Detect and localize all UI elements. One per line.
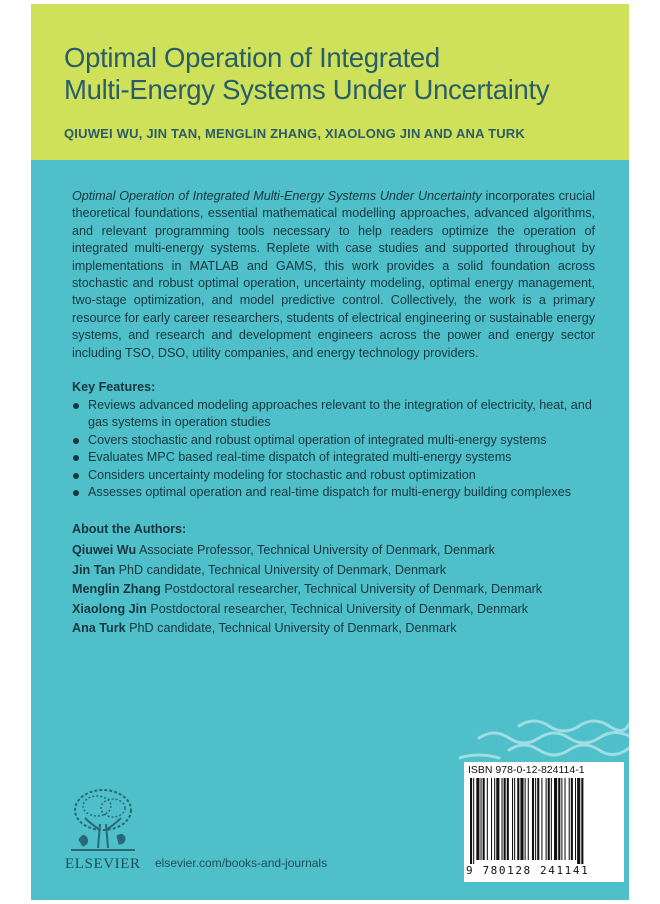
description-italic-title: Optimal Operation of Integrated Multi-Energy Systems Under Uncertainty	[72, 189, 482, 203]
author-role: Associate Professor, Technical University of Denmark, Denmark	[138, 543, 495, 557]
barcode-bar	[561, 778, 562, 860]
barcode-bar	[512, 778, 513, 860]
barcode-bar	[571, 778, 573, 860]
author-role: Postdoctoral researcher, Technical University of Denmark, Denmark	[164, 582, 543, 597]
barcode-bar	[577, 778, 580, 864]
key-features-heading: Key Features:	[72, 380, 156, 394]
barcode-bar	[541, 778, 542, 860]
book-title	[64, 42, 624, 106]
description-text: incorporates crucial theoretical foundations, essential mathematical modelling approaches, advanced algorithms, and relevant programming tools necessary to help readers optimize the operation of integrated multi-energy systems. Replete with case studies and supported throughout by implementations in MATLAB and GAMS, this work provides a solid foundation across stochastic and robust optimal operation, uncertainty modeling, optimal energy management, two-stage optimization, and model predictive control. Collectively, the work is a primary resource for early career researchers, students of electrical engineering or sustainable energy systems, and research and development engineers across the power and energy sector including TSO, DSO, utility companies, and energy technology providers.	[72, 189, 595, 360]
about-authors-list	[72, 541, 612, 639]
barcode-bar	[546, 778, 547, 860]
barcode-bar	[528, 778, 529, 860]
isbn-barcode	[464, 762, 624, 882]
key-feature-item: Evaluates MPC based real-time dispatch of integrated multi-energy systems	[72, 449, 597, 466]
bullet-icon	[73, 490, 79, 496]
barcode-bar	[554, 778, 557, 860]
author-name: Xiaolong Jin	[72, 601, 147, 616]
author-entry	[72, 561, 612, 581]
barcode-bar	[525, 778, 526, 860]
author-role: PhD candidate, Technical University of Denmark, Denmark	[129, 621, 457, 636]
author-name: Jin Tan	[72, 562, 116, 577]
publisher-name: ELSEVIER	[65, 856, 141, 872]
isbn-label: ISBN 978-0-12-824114-1	[468, 764, 585, 776]
barcode-digits: 9 780128 241141	[466, 864, 590, 877]
barcode-bar	[483, 778, 485, 860]
author-entry	[72, 600, 612, 620]
key-feature-item: Reviews advanced modeling approaches relevant to the integration of electricity, heat, and gas systems in operation studies	[72, 397, 597, 432]
barcode-bar	[470, 778, 472, 864]
author-entry	[72, 580, 612, 600]
barcode-bar	[517, 778, 519, 860]
author-name: Qiuwei Wu	[72, 543, 137, 557]
title-line-2: Multi-Energy Systems Under Uncertainty	[64, 74, 550, 105]
author-name: Menglin Zhang	[72, 582, 161, 597]
book-description	[72, 188, 595, 362]
title-line-1: Optimal Operation of Integrated	[64, 42, 440, 73]
key-feature-item: Considers uncertainty modeling for stochastic and robust optimization	[72, 467, 597, 484]
barcode-bar	[504, 778, 506, 860]
publisher-url: elsevier.com/books-and-journals	[155, 856, 328, 870]
key-feature-item: Assesses optimal operation and real-time dispatch for multi-energy building complexes	[72, 484, 597, 501]
author-name: Ana Turk	[72, 621, 126, 636]
author-entry	[72, 541, 612, 561]
back-cover	[31, 4, 629, 900]
barcode-bar	[569, 778, 570, 860]
bullet-icon	[73, 403, 79, 409]
barcode-bar	[502, 778, 503, 860]
bullet-icon	[73, 455, 79, 461]
about-authors-heading: About the Authors:	[72, 522, 187, 536]
author-role: Postdoctoral researcher, Technical University of Denmark, Denmark	[150, 601, 529, 616]
elsevier-tree-logo-icon	[67, 784, 139, 854]
barcode-bar	[548, 778, 550, 860]
barcode-bar	[473, 778, 474, 864]
barcode-bar	[507, 778, 509, 860]
barcode-bars	[468, 778, 620, 864]
barcode-bar	[551, 778, 552, 860]
barcode-bar	[537, 778, 539, 860]
title-band	[31, 4, 629, 160]
barcode-bar	[532, 778, 534, 860]
barcode-bar	[581, 778, 583, 864]
bullet-icon	[73, 438, 79, 444]
barcode-bar	[487, 778, 488, 860]
barcode-bar	[575, 778, 576, 860]
key-feature-item: Covers stochastic and robust optimal operation of integrated multi-energy systems	[72, 432, 597, 449]
author-role: PhD candidate, Technical University of Denmark, Denmark	[118, 562, 447, 577]
barcode-bar	[535, 778, 536, 860]
wave-decoration-icon	[459, 712, 629, 764]
barcode-bar	[481, 778, 482, 860]
barcode-bar	[476, 778, 479, 860]
key-features-list	[72, 397, 597, 501]
barcode-bar	[520, 778, 523, 860]
barcode-bar	[565, 778, 566, 860]
barcode-bar	[558, 778, 560, 860]
barcode-bar	[514, 778, 515, 860]
barcode-bar	[494, 778, 495, 860]
authors-line: QIUWEI WU, JIN TAN, MENGLIN ZHANG, XIAOLONG JIN AND ANA TURK	[64, 126, 525, 141]
barcode-bar	[496, 778, 499, 860]
barcode-bar	[491, 778, 492, 860]
bullet-icon	[73, 473, 79, 479]
author-entry	[72, 619, 612, 639]
